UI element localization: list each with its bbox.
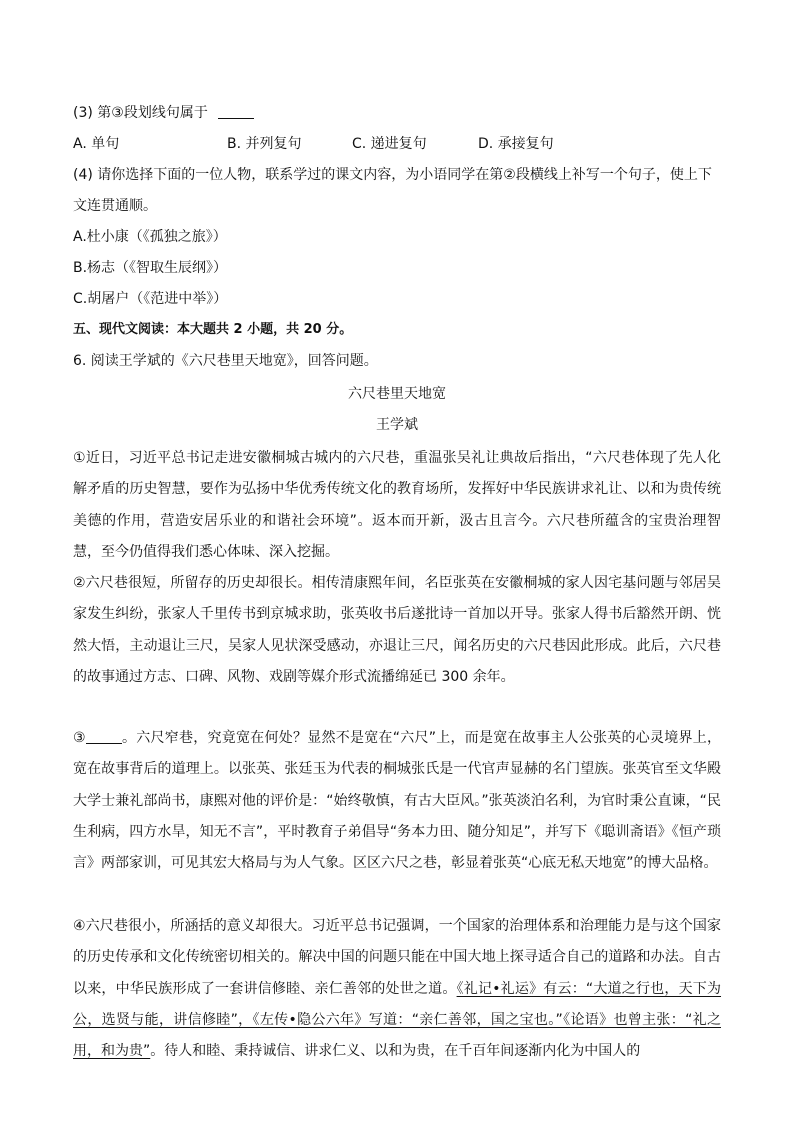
q3-option-a: A. 单句	[73, 136, 120, 152]
q4-choice-b: B.杨志（《智取生辰纲》）	[73, 260, 228, 276]
q4-prompt-line2: 文连贯通顺。	[73, 198, 157, 214]
q6-prompt: 6. 阅读王学斌的《六尺巷里天地宽》，回答问题。	[73, 353, 378, 369]
section-heading: 五、现代文阅读：本大题共 2 小题，共 20 分。	[73, 322, 353, 337]
paragraph-number: ③	[73, 730, 86, 746]
article-paragraph-2: ②六尺巷很短，所留存的历史却很长。相传清康熙年间，名臣张英在安徽桐城的家人因宅基问题与邻居吴家发生纠纷，张家人千里传书到京城求助，张英收书后遂批诗一首加以开导。张家人得书后豁然开朗、恍然大悟，主动退让三尺，吴家人见状深受感动，亦退让三尺，闻名历史的六尺巷因此形成。此后，六尺巷的故事通过方志、口碑、风物、戏剧等媒介形式流播绵延已 300 余年。	[73, 575, 721, 685]
q3-option-c: C. 递进复句	[352, 136, 427, 152]
q4-choice-c: C.胡屠户（《范进中举》）	[73, 291, 228, 307]
q3-prompt: (3) 第③段划线句属于	[73, 105, 208, 121]
q4-prompt-line1: (4) 请你选择下面的一位人物，联系学过的课文内容，为小语同学在第②段横线上补写一个句子，使上下	[73, 167, 712, 183]
article-paragraph-1: ①近日，习近平总书记走进安徽桐城古城内的六尺巷，重温张吴礼让典故后指出，“六尺巷体现了先人化解矛盾的历史智慧，要作为弘扬中华优秀传统文化的教育场所，发挥好中华民族讲求礼让、以和为贵传统美德的作用，营造安居乐业的和谐社会环境”。返本而开新，汲古且言今。六尺巷所蕴含的宝贵治理智慧，至今仍值得我们悉心体味、深入挖掘。	[73, 450, 721, 560]
q4-choice-a: A.杜小康（《孤独之旅》）	[73, 229, 227, 245]
article-paragraph-3	[73, 723, 721, 879]
q3-option-d: D. 承接复句	[478, 136, 554, 152]
article-author: 王学斌	[376, 417, 418, 433]
q3-option-b: B. 并列复句	[227, 136, 302, 152]
answer-blank	[218, 104, 254, 119]
q3-prompt-line	[73, 103, 254, 123]
paragraph-3-text: 。六尺窄巷，究竟宽在何处？显然不是宽在“六尺”上，而是宽在故事主人公张英的心灵境界上，宽在故事背后的道理上。以张英、张廷玉为代表的桐城张氏是一代官声显赫的名门望族。张英官至文华殿大学士兼礼部尚书，康熙对他的评价是：“始终敬慎，有古大臣风。”张英淡泊名利，为官时秉公直谏，“民生利病，四方水旱，知无不言”，平时教育子弟倡导“务本力田、随分知足”，并写下《聪训斋语》《恒产琐言》两部家训，可见其宏大格局与为人气象。区区六尺之巷，彰显着张英“心底无私天地宽”的博大品格。	[73, 730, 721, 872]
paragraph-4-end: 。待人和睦、秉持诚信、讲求仁义、以和为贵，在千百年间逐渐内化为中国人的	[150, 1043, 641, 1060]
answer-blank	[86, 729, 122, 744]
article-paragraph-4	[73, 911, 721, 1067]
paragraph-4-text: ④六尺巷很小，所涵括的意义却很大。习近平总书记强调，一个国家的治理体系和治理能力是与这个国家的历史传承和文化传统密切相关的。解决中国的问题只能在中国大地上探寻适合自己的道路和办法。自古以来，中华民族形成了一套讲信修睦、亲仁善邻的处世之道。	[73, 918, 721, 997]
underlined-quotation: 《礼记•礼运》有云：“大道之行也，天下为公，选贤与能，讲信修睦”，《左传•隐公六年》写道：“亲仁善邻，国之宝也。”《论语》也曾主张：“礼之用，和为贵”	[73, 980, 722, 1060]
article-title: 六尺巷里天地宽	[348, 386, 446, 402]
